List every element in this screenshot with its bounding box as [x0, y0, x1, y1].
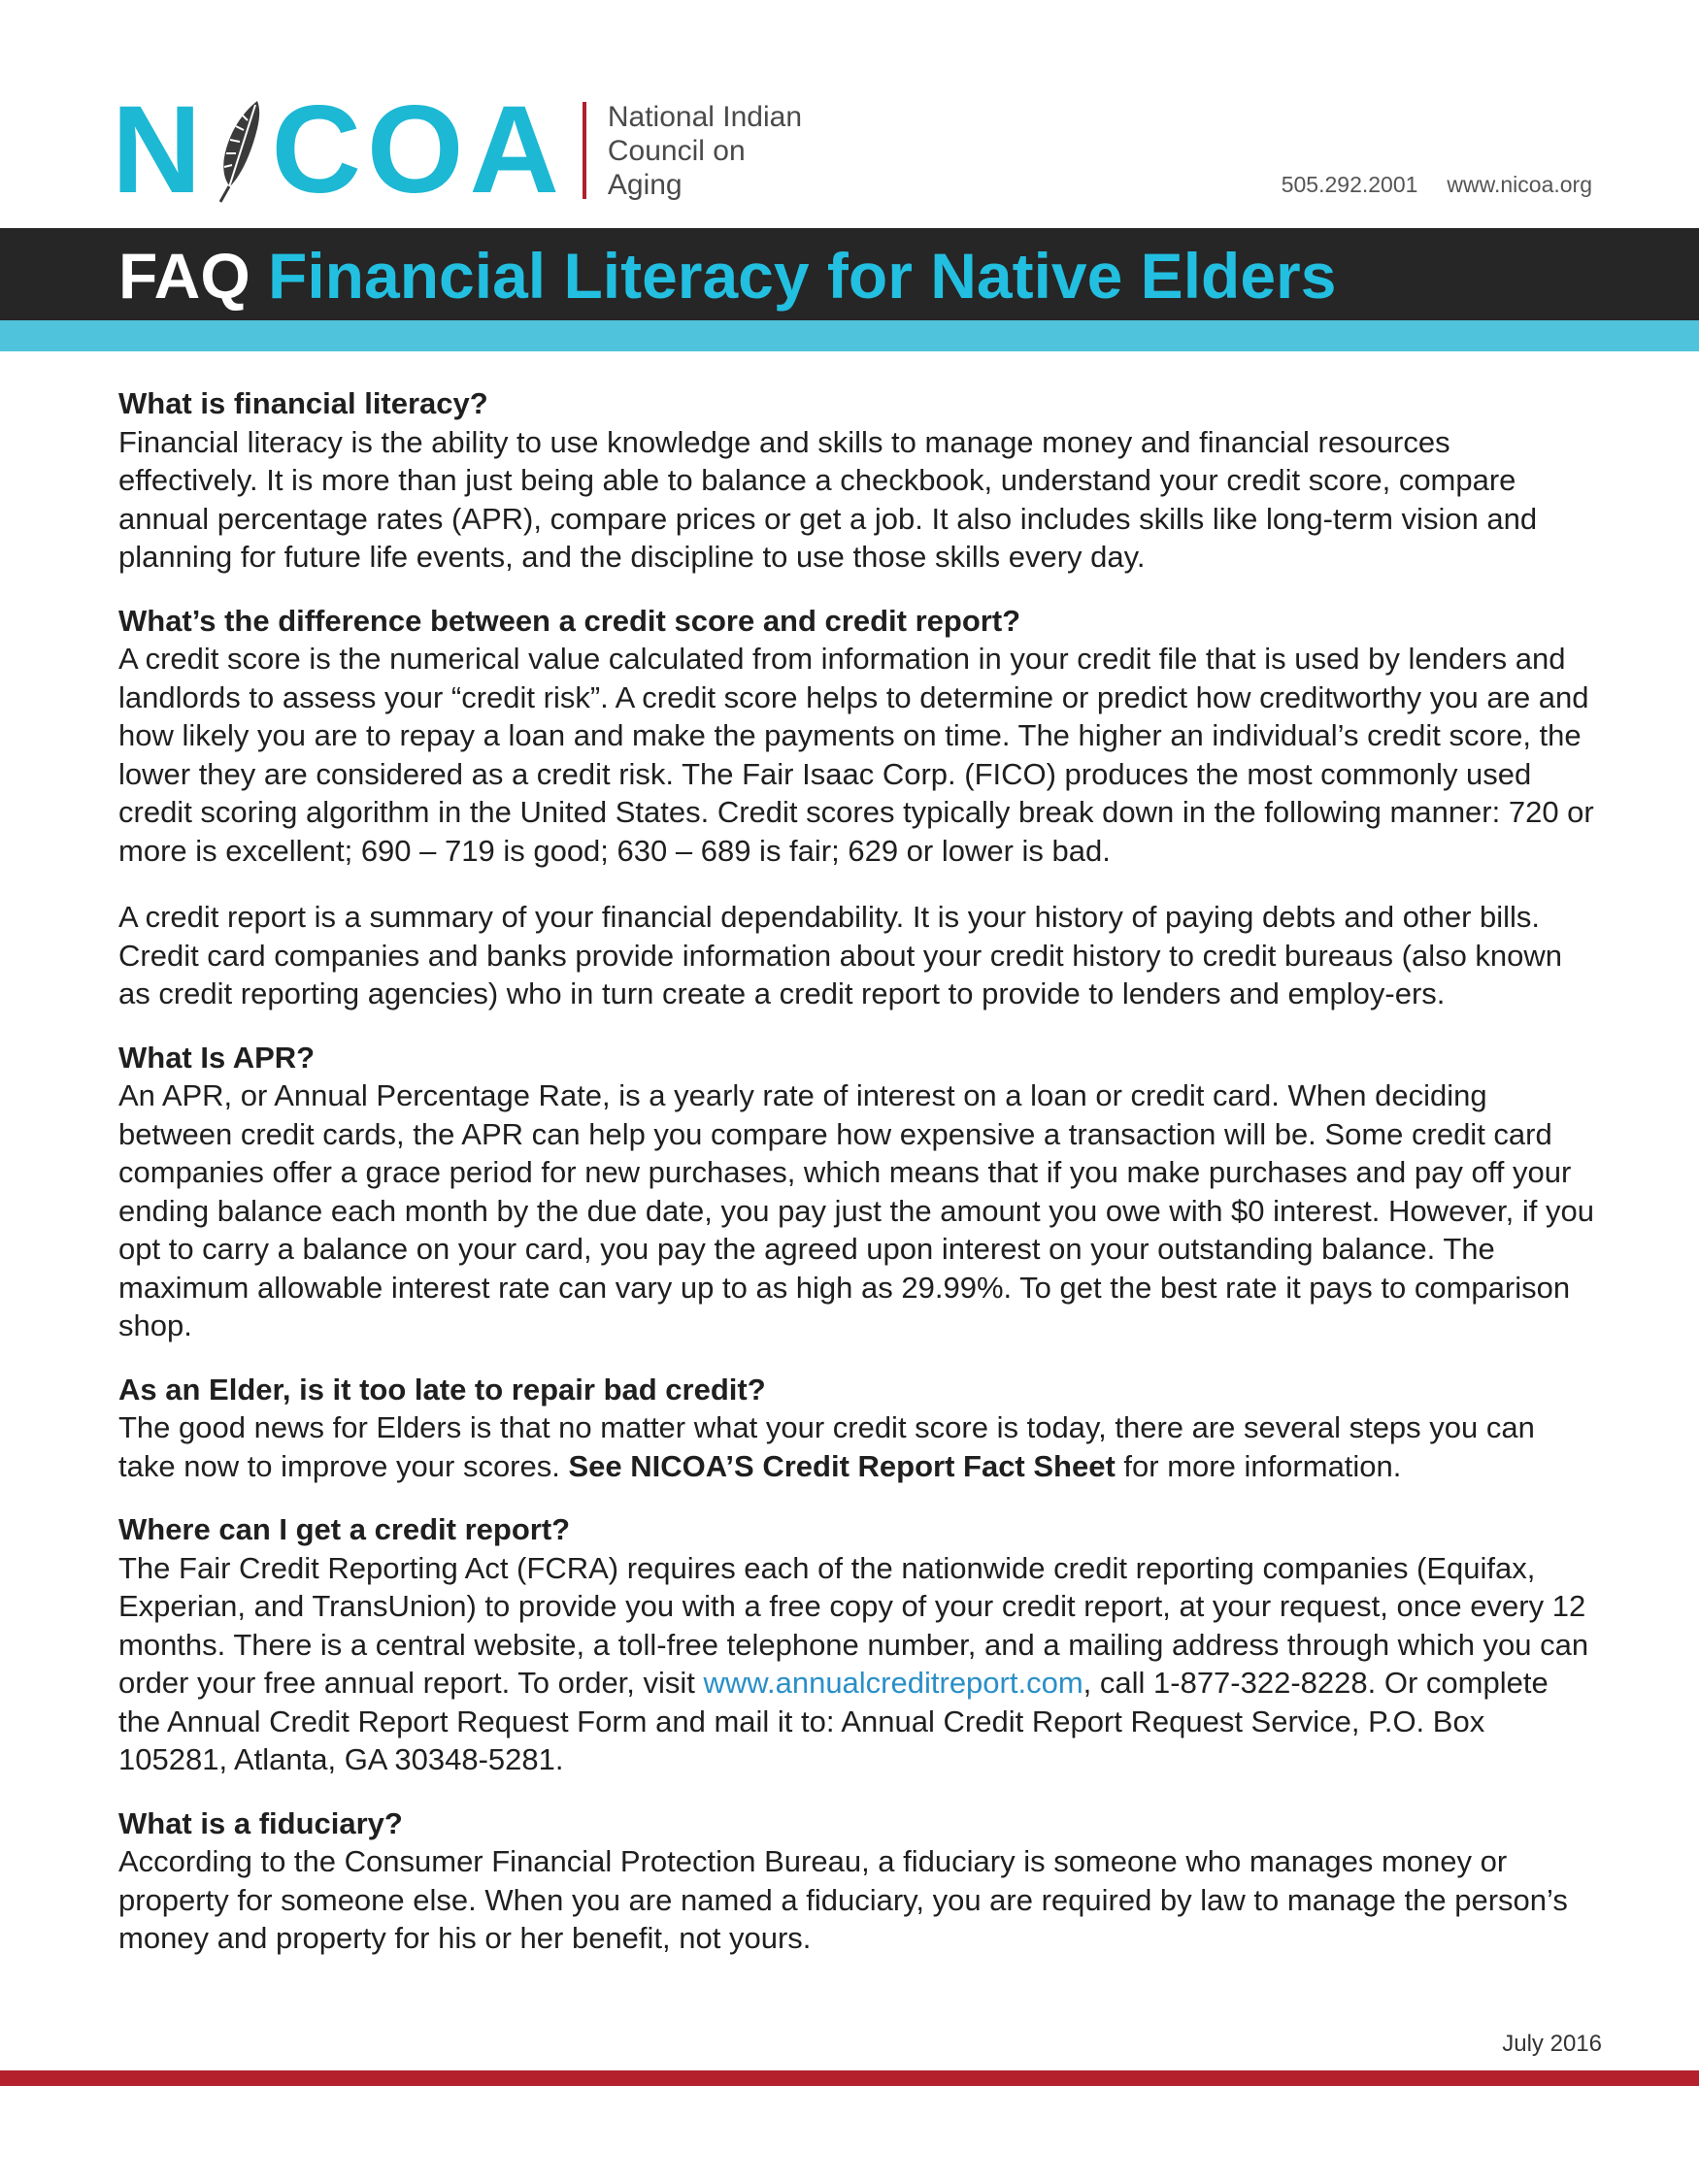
- title-band: [0, 228, 1699, 320]
- logo-letters-coa: COA: [271, 81, 565, 219]
- faq-answer: [118, 1549, 1594, 1779]
- footer-date: July 2016: [1502, 2031, 1602, 2057]
- faq-item: [118, 602, 1594, 1013]
- org-name-line: Aging: [607, 168, 683, 201]
- faq-question: Where can I get a credit report?: [118, 1512, 571, 1546]
- answer-text: The Fair Credit Reporting Act (FCRA) requires each of the nationwide credit reporting companies (Equifax, Experian, and TransUnion) to provide you with a free copy of your credit report, at your request, once every 12 months. There is a central website, a toll-free telephone number, and a mailing address through which you can order your free annual report. To order, visit: [118, 1550, 1589, 1700]
- faq-item: [118, 1510, 1594, 1779]
- faq-answer: According to the Consumer Financial Protection Bureau, a fiduciary is someone who manages money or property for someone else. When you are named a fiduciary, you are required by law to manage the person’s money and property for his or her benefit, not yours.: [118, 1844, 1568, 1955]
- faq-question: What is a fiduciary?: [118, 1805, 403, 1840]
- footer-bar: [0, 2070, 1699, 2086]
- phone-number[interactable]: 505.292.2001: [1281, 172, 1418, 197]
- faq-answer: Financial literacy is the ability to use knowledge and skills to manage money and financial resources effectively. It is more than just being able to balance a checkbook, understand your credit score, compare annual percentage rates (APR), compare prices or get a job. It also includes skills like long-term vision and planning for future life events, and the discipline to use those skills every day.: [118, 424, 1538, 574]
- title-main: Financial Literacy for Native Elders: [268, 240, 1337, 312]
- faq-item: [118, 384, 1594, 577]
- faq-answer: A credit score is the numerical value calculated from information in your credit file that is used by lenders and landlords to assess your “credit risk”. A credit score helps to determine or predict how creditworthy you are and how likely you are to repay a loan and make the payments on time. The higher an individual’s credit score, the lower they are considered as a credit risk. The Fair Isaac Corp. (FICO) produces the most commonly used credit scoring algorithm in the United States. Credit scores typically break down in the following manner: 720 or more is excellent; 690 – 719 is good; 630 – 689 is fair; 629 or lower is bad.: [118, 642, 1594, 868]
- logo-letter-n: N: [112, 81, 208, 219]
- faq-item: [118, 1804, 1594, 1958]
- org-name-line: Council on: [607, 134, 746, 167]
- faq-answer: A credit report is a summary of your financial dependability. It is your history of paying debts and other bills. Credit card companies and banks provide information about your credit history to credit bureaus (also known as credit reporting agencies) who in turn create a credit report to provide to lenders and employ-ers.: [118, 900, 1563, 1010]
- faq-answer: [118, 1408, 1594, 1485]
- faq-answer: An APR, or Annual Percentage Rate, is a yearly rate of interest on a loan or credit card. When deciding between credit cards, the APR can help you compare how expensive a transaction will be. Some credit card companies offer a grace period for new purchases, which means that if you make purchases and pay off your ending balance each month by the due date, you pay just the amount you owe with $0 interest. However, if you opt to carry a balance on your card, you pay the agreed upon interest on your outstanding balance. The maximum allowable interest rate can vary up to as high as 29.99%. To get the best rate it pays to comparison shop.: [118, 1078, 1594, 1342]
- answer-text: The good news for Elders is that no matter what your credit score is today, there are several steps you can take now to improve your scores.: [118, 1410, 1535, 1483]
- answer-text: , call 1-877-322-8228. Or complete the Annual Credit Report Request Form and mail it to: Annual Credit Report Request Service, P.O. Box 105281, Atlanta, GA 30348-5281.: [118, 1666, 1549, 1776]
- page-title: [118, 238, 1336, 314]
- annualcreditreport-link[interactable]: www.annualcreditreport.com: [703, 1666, 1083, 1700]
- accent-band: [0, 320, 1699, 351]
- feather-icon: [211, 97, 267, 204]
- logo-wordmark: [112, 81, 565, 219]
- logo-divider: [583, 102, 586, 199]
- title-prefix: FAQ: [118, 240, 250, 312]
- contact-info: [1282, 172, 1592, 198]
- page-header: [0, 0, 1699, 228]
- nicoa-logo[interactable]: [112, 81, 803, 219]
- org-name: [608, 100, 802, 202]
- faq-question: As an Elder, is it too late to repair bad credit?: [118, 1372, 766, 1406]
- faq-item: [118, 1039, 1594, 1345]
- website-link[interactable]: www.nicoa.org: [1447, 172, 1592, 197]
- faq-content: [118, 384, 1594, 1983]
- faq-question: What is financial literacy?: [118, 386, 488, 420]
- faq-item: [118, 1371, 1594, 1486]
- answer-text: for more information.: [1115, 1448, 1402, 1483]
- org-name-line: National Indian: [607, 100, 803, 133]
- faq-question: What’s the difference between a credit score and credit report?: [118, 603, 1021, 638]
- faq-question: What Is APR?: [118, 1040, 316, 1075]
- fact-sheet-reference: See NICOA’S Credit Report Fact Sheet: [568, 1448, 1116, 1483]
